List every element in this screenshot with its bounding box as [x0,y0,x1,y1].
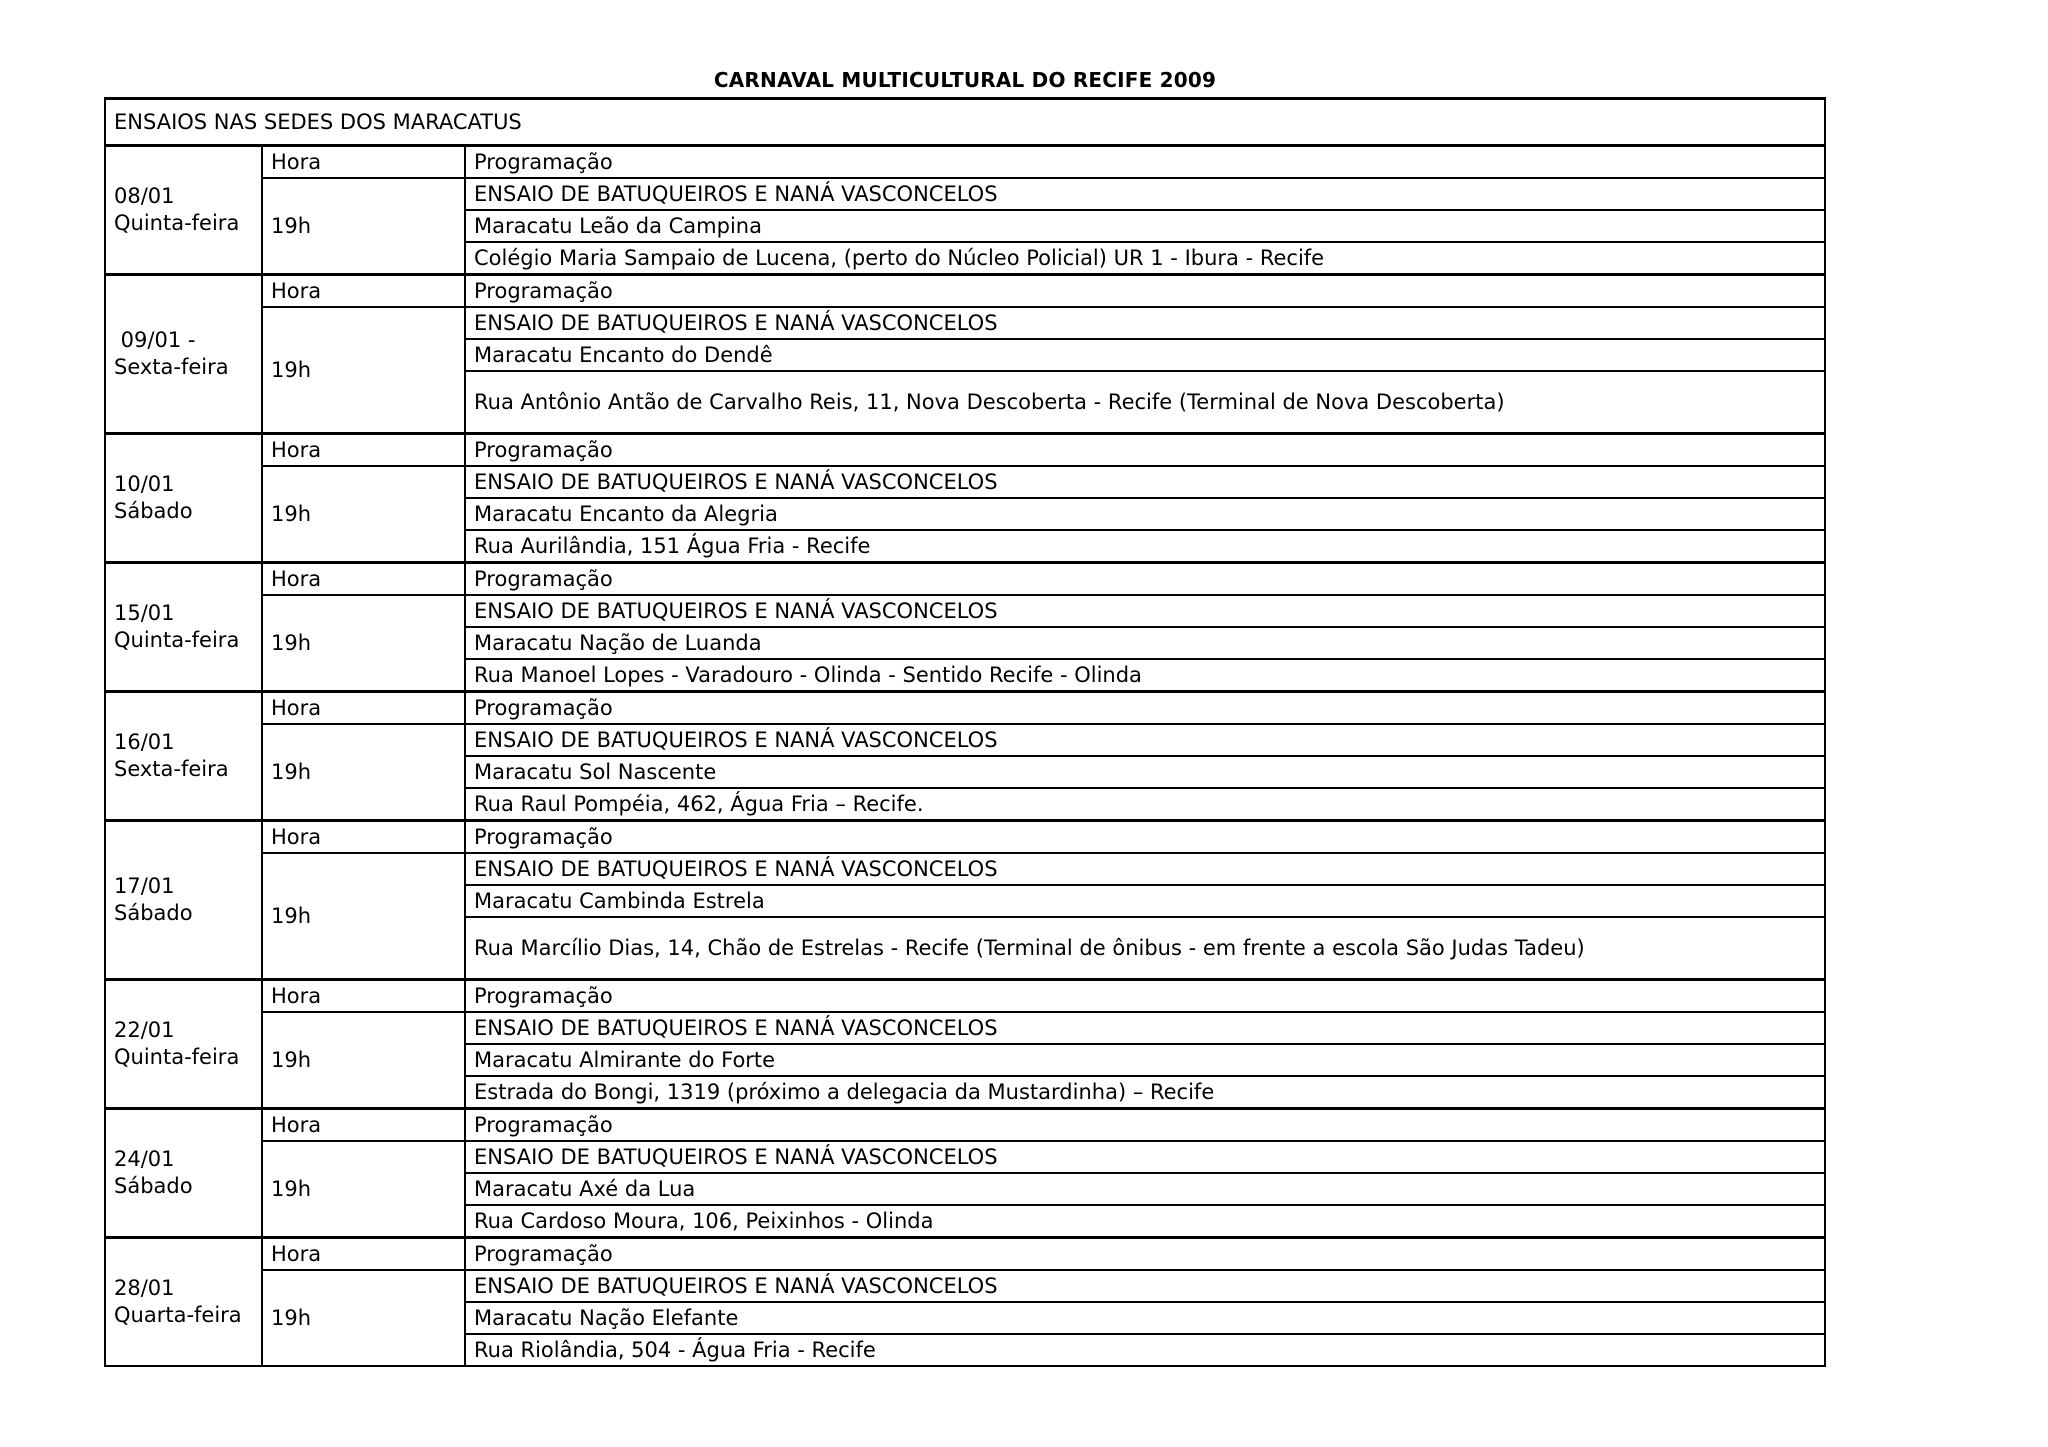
hora-label: Hora [262,821,465,854]
hora-label: Hora [262,563,465,596]
entry-date: 16/01 [114,730,175,754]
entry-date-cell [105,821,262,980]
programacao-label: Programação [465,1238,1825,1271]
event-title: ENSAIO DE BATUQUEIROS E NANÁ VASCONCELOS [465,466,1825,498]
event-title: ENSAIO DE BATUQUEIROS E NANÁ VASCONCELOS [465,1012,1825,1044]
entry-header-row [105,275,1825,308]
maracatu-name: Maracatu Leão da Campina [465,210,1825,242]
entry-line-row [105,307,1825,339]
entry-date: 09/01 - [114,328,196,352]
entry-date-cell [105,1238,262,1367]
entry-date-cell [105,275,262,434]
event-title: ENSAIO DE BATUQUEIROS E NANÁ VASCONCELOS [465,595,1825,627]
programacao-label: Programação [465,563,1825,596]
entry-header-row [105,821,1825,854]
entry-weekday: Sexta-feira [114,757,229,781]
programacao-label: Programação [465,1109,1825,1142]
entry-header-row [105,692,1825,725]
entry-date: 22/01 [114,1018,175,1042]
event-title: ENSAIO DE BATUQUEIROS E NANÁ VASCONCELOS [465,1141,1825,1173]
entry-date: 28/01 [114,1276,175,1300]
entry-line-row [105,178,1825,210]
entry-time: 19h [262,1141,465,1238]
entry-line-row [105,595,1825,627]
entry-weekday: Quinta-feira [114,628,240,652]
entry-header-row [105,980,1825,1013]
hora-label: Hora [262,434,465,467]
entry-line-row [105,1270,1825,1302]
entry-time: 19h [262,307,465,434]
event-title: ENSAIO DE BATUQUEIROS E NANÁ VASCONCELOS [465,178,1825,210]
programacao-label: Programação [465,146,1825,179]
hora-label: Hora [262,146,465,179]
hora-label: Hora [262,1238,465,1271]
entry-weekday: Sábado [114,901,193,925]
entry-weekday: Quinta-feira [114,1045,240,1069]
entry-date-cell [105,434,262,563]
entry-line-row [105,466,1825,498]
entry-weekday: Sexta-feira [114,355,229,379]
entry-header-row [105,1109,1825,1142]
event-title: ENSAIO DE BATUQUEIROS E NANÁ VASCONCELOS [465,853,1825,885]
event-title: ENSAIO DE BATUQUEIROS E NANÁ VASCONCELOS [465,307,1825,339]
entry-header-row [105,1238,1825,1271]
entry-date-cell [105,563,262,692]
entry-weekday: Quinta-feira [114,211,240,235]
entry-time: 19h [262,853,465,980]
schedule-table [104,97,1826,1367]
event-address: Rua Marcílio Dias, 14, Chão de Estrelas - Recife (Terminal de ônibus - em frente a escola São Judas Tadeu) [465,917,1825,980]
entry-time: 19h [262,595,465,692]
entry-time: 19h [262,178,465,275]
maracatu-name: Maracatu Encanto da Alegria [465,498,1825,530]
programacao-label: Programação [465,434,1825,467]
document-title: CARNAVAL MULTICULTURAL DO RECIFE 2009 [713,68,1217,92]
maracatu-name: Maracatu Nação de Luanda [465,627,1825,659]
entry-line-row [105,1141,1825,1173]
entry-header-row [105,434,1825,467]
entry-date: 15/01 [114,601,175,625]
entry-header-row [105,146,1825,179]
programacao-label: Programação [465,275,1825,308]
programacao-label: Programação [465,821,1825,854]
entry-line-row [105,1012,1825,1044]
section-heading: ENSAIOS NAS SEDES DOS MARACATUS [105,99,1825,146]
hora-label: Hora [262,692,465,725]
event-title: ENSAIO DE BATUQUEIROS E NANÁ VASCONCELOS [465,724,1825,756]
programacao-label: Programação [465,980,1825,1013]
entry-time: 19h [262,724,465,821]
maracatu-name: Maracatu Cambinda Estrela [465,885,1825,917]
hora-label: Hora [262,980,465,1013]
hora-label: Hora [262,1109,465,1142]
hora-label: Hora [262,275,465,308]
event-address: Rua Antônio Antão de Carvalho Reis, 11, Nova Descoberta - Recife (Terminal de Nova Descoberta) [465,371,1825,434]
entry-weekday: Quarta-feira [114,1303,242,1327]
entry-date-cell [105,980,262,1109]
maracatu-name: Maracatu Encanto do Dendê [465,339,1825,371]
event-title: ENSAIO DE BATUQUEIROS E NANÁ VASCONCELOS [465,1270,1825,1302]
event-address: Rua Riolândia, 504 - Água Fria - Recife [465,1334,1825,1366]
event-address: Rua Cardoso Moura, 106, Peixinhos - Olinda [465,1205,1825,1238]
event-address: Rua Raul Pompéia, 462, Água Fria – Recife. [465,788,1825,821]
maracatu-name: Maracatu Axé da Lua [465,1173,1825,1205]
entry-time: 19h [262,1270,465,1366]
entry-header-row [105,563,1825,596]
entry-line-row [105,853,1825,885]
entry-line-row [105,724,1825,756]
maracatu-name: Maracatu Almirante do Forte [465,1044,1825,1076]
programacao-label: Programação [465,692,1825,725]
entry-time: 19h [262,466,465,563]
entry-date: 08/01 [114,184,175,208]
entry-date-cell [105,1109,262,1238]
entry-time: 19h [262,1012,465,1109]
maracatu-name: Maracatu Sol Nascente [465,756,1825,788]
entry-date: 10/01 [114,472,175,496]
entry-date: 24/01 [114,1147,175,1171]
entry-weekday: Sábado [114,1174,193,1198]
entry-date-cell [105,146,262,275]
event-address: Colégio Maria Sampaio de Lucena, (perto do Núcleo Policial) UR 1 - Ibura - Recife [465,242,1825,275]
event-address: Estrada do Bongi, 1319 (próximo a delegacia da Mustardinha) – Recife [465,1076,1825,1109]
entry-date-cell [105,692,262,821]
entry-date: 17/01 [114,874,175,898]
entry-weekday: Sábado [114,499,193,523]
maracatu-name: Maracatu Nação Elefante [465,1302,1825,1334]
event-address: Rua Manoel Lopes - Varadouro - Olinda - Sentido Recife - Olinda [465,659,1825,692]
event-address: Rua Aurilândia, 151 Água Fria - Recife [465,530,1825,563]
